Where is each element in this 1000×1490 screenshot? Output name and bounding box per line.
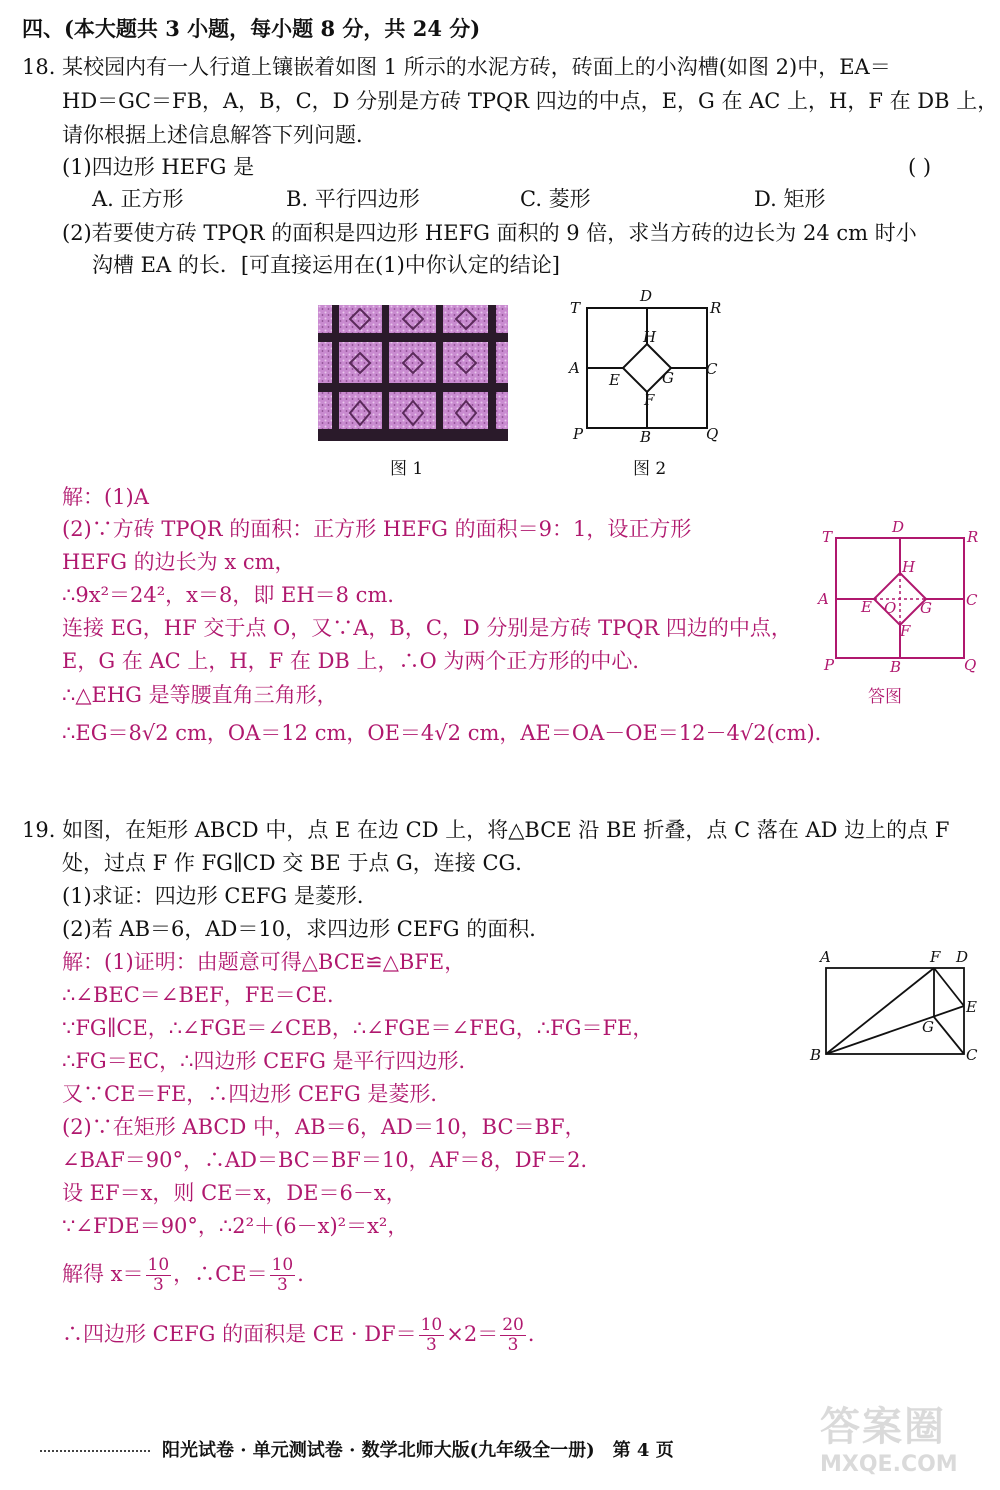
q18-answer-paren: ( ) xyxy=(908,155,932,179)
q19-area-times: ×2＝ xyxy=(446,1322,499,1346)
q19-answer-line-9: ∵∠FDE＝90°，∴2²＋(6－x)²＝x²， xyxy=(62,1214,409,1238)
watermark-top: 答案圈 xyxy=(820,1404,946,1450)
q18-answer-line-2: (2)∵方砖 TPQR 的面积：正方形 HEFG 的面积＝9：1，设正方形 xyxy=(62,517,692,541)
q19-area-end: ． xyxy=(527,1322,549,1346)
ans-fig-label-p: P xyxy=(824,656,835,674)
q19-fraction-ce-value: $\frac{10}{3}$ xyxy=(420,1315,443,1355)
q19-fig-label-f: F xyxy=(930,948,941,966)
fig2-label-e: E xyxy=(609,371,620,389)
q18-answer-line-6: E，G 在 AC 上，H，F 在 DB 上，∴O 为两个正方形的中心． xyxy=(62,649,654,673)
q19-area-prefix: ∴四边形 CEFG 的面积是 CE · DF＝ xyxy=(62,1322,417,1346)
figure-2-tile-diagram xyxy=(560,284,730,446)
q18-answer-line-3: HEFG 的边长为 x cm， xyxy=(62,550,296,574)
q18-option-b: B. 平行四边形 xyxy=(286,187,420,211)
figure-1-caption: 图 1 xyxy=(390,459,424,479)
ans-fig-label-f: F xyxy=(900,622,911,640)
q19-answer-line-4: ∴FG＝EC，∴四边形 CEFG 是平行四边形． xyxy=(62,1049,480,1073)
ans-fig-label-e: E xyxy=(861,598,872,616)
ans-fig-label-h: H xyxy=(902,558,916,576)
q19-rectangle-figure xyxy=(806,948,986,1068)
ans-fig-label-o: O xyxy=(884,599,897,617)
q19-answer-line-6: (2)∵在矩形 ABCD 中，AB＝6，AD＝10，BC＝BF， xyxy=(62,1115,586,1139)
q19-answer-line-3: ∵FG∥CE，∴∠FGE＝∠CEB，∴∠FGE＝∠FEG，∴FG＝FE， xyxy=(62,1016,654,1040)
ans-fig-label-a: A xyxy=(818,590,829,608)
fig2-label-f: F xyxy=(644,391,655,409)
q18-part2-line-2: 沟槽 EA 的长．[可直接运用在(1)中你认定的结论] xyxy=(92,253,560,277)
q19-fraction-ce: $\frac{10}{3}$ xyxy=(271,1255,294,1295)
ans-fig-label-r: R xyxy=(967,528,979,546)
q19-fraction-area: $\frac{20}{3}$ xyxy=(502,1315,524,1355)
footer-dotted-rule xyxy=(40,1450,150,1452)
q19-answer-line-1: 解：(1)证明：由题意可得△BCE≌△BFE， xyxy=(62,950,466,974)
q18-answer-line-1: 解：(1)A xyxy=(62,485,149,509)
q19-answer-line-7: ∠BAF＝90°，∴AD＝BC＝BF＝10，AF＝8，DF＝2． xyxy=(62,1148,602,1172)
fig2-label-c: C xyxy=(706,360,718,378)
answer-figure-caption: 答图 xyxy=(868,687,902,707)
q19-stem-line-1: 19. 如图，在矩形 ABCD 中，点 E 在边 CD 上，将△BCE 沿 BE 折叠，点 C 落在 AD 边上的点 F xyxy=(22,818,950,842)
q19-solve-mid: ，∴CE＝ xyxy=(173,1262,268,1286)
q19-fig-label-d: D xyxy=(956,948,969,966)
fig2-label-a: A xyxy=(569,359,580,377)
q19-fig-label-e: E xyxy=(966,998,977,1016)
page-footer xyxy=(40,1436,830,1462)
q19-answer-line-5: 又∵CE＝FE，∴四边形 CEFG 是菱形． xyxy=(62,1082,452,1106)
q19-fig-label-c: C xyxy=(966,1046,978,1064)
q18-part1: (1)四边形 HEFG 是 xyxy=(62,155,255,179)
figure-2-caption: 图 2 xyxy=(633,459,667,479)
figure-1-tile-photo xyxy=(318,305,508,441)
fig2-label-g: G xyxy=(662,369,674,387)
q18-stem-line-1: 18. 某校园内有一人行道上镶嵌着如图 1 所示的水泥方砖，砖面上的小沟槽(如图 2)中，EA＝ xyxy=(22,55,891,79)
q18-option-a: A. 正方形 xyxy=(92,187,184,211)
q18-stem-line-3: 请你根据上述信息解答下列问题． xyxy=(62,123,377,147)
q18-answer-line-8: ∴EG＝8√2 cm，OA＝12 cm，OE＝4√2 cm，AE＝OA－OE＝12－4√2(cm)． xyxy=(62,721,836,745)
q18-option-d: D. 矩形 xyxy=(754,187,826,211)
ans-fig-label-t: T xyxy=(822,528,833,546)
q19-part2: (2)若 AB＝6，AD＝10，求四边形 CEFG 的面积． xyxy=(62,917,551,941)
fig2-label-d: D xyxy=(640,287,653,305)
q19-solve-line: 解得 x＝ $\frac{10}{3}$ ，∴CE＝ $\frac{10}{3}$ ． xyxy=(62,1255,319,1295)
q19-fig-label-b: B xyxy=(810,1046,822,1064)
q19-fig-label-g: G xyxy=(922,1018,934,1036)
ans-fig-label-b: B xyxy=(890,658,902,676)
footer-text: 阳光试卷 · 单元测试卷 · 数学北师大版(九年级全一册) 第 4 页 xyxy=(162,1440,674,1461)
q18-option-c: C. 菱形 xyxy=(520,187,591,211)
q18-answer-line-5: 连接 EG，HF 交于点 O，又∵A，B，C，D 分别是方砖 TPQR 四边的中点， xyxy=(62,616,792,640)
fig2-label-q: Q xyxy=(706,425,719,443)
q19-answer-line-8: 设 EF＝x，则 CE＝x，DE＝6－x， xyxy=(62,1181,407,1205)
ans-fig-label-q: Q xyxy=(964,656,977,674)
fig2-label-b: B xyxy=(640,428,652,446)
ans-fig-label-g: G xyxy=(920,599,932,617)
fig2-label-r: R xyxy=(710,299,722,317)
q19-solve-prefix: 解得 x＝ xyxy=(62,1262,144,1286)
q18-answer-line-4: ∴9x²＝24²，x＝8，即 EH＝8 cm． xyxy=(62,583,409,607)
ans-fig-label-c: C xyxy=(966,591,978,609)
q18-answer-line-7: ∴△EHG 是等腰直角三角形， xyxy=(62,683,338,707)
q19-part1: (1)求证：四边形 CEFG 是菱形． xyxy=(62,884,378,908)
answer-figure-diagram xyxy=(812,512,987,680)
q19-fig-label-a: A xyxy=(820,948,831,966)
q19-answer-line-2: ∴∠BEC＝∠BEF，FE＝CE． xyxy=(62,983,349,1007)
q19-stem-line-2: 处，过点 F 作 FG∥CD 交 BE 于点 G，连接 CG． xyxy=(62,851,537,875)
fig2-label-p: P xyxy=(573,425,584,443)
q19-fraction-x: $\frac{10}{3}$ xyxy=(147,1255,170,1295)
watermark-bottom: MXQE.COM xyxy=(820,1452,958,1477)
ans-fig-label-d: D xyxy=(892,518,905,536)
fig2-label-h: H xyxy=(643,328,657,346)
section-heading: 四、(本大题共 3 小题，每小题 8 分，共 24 分) xyxy=(22,16,481,41)
q18-stem-line-2: HD＝GC＝FB，A，B，C，D 分别是方砖 TPQR 四边的中点，E，G 在 AC 上，H，F 在 DB 上， xyxy=(62,89,999,113)
watermark-logo xyxy=(820,1395,990,1485)
q18-part2-line-1: (2)若要使方砖 TPQR 的面积是四边形 HEFG 面积的 9 倍，求当方砖的边长为 24 cm 时小 xyxy=(62,221,917,245)
fig2-label-t: T xyxy=(570,299,581,317)
q19-area-line xyxy=(62,1312,549,1356)
